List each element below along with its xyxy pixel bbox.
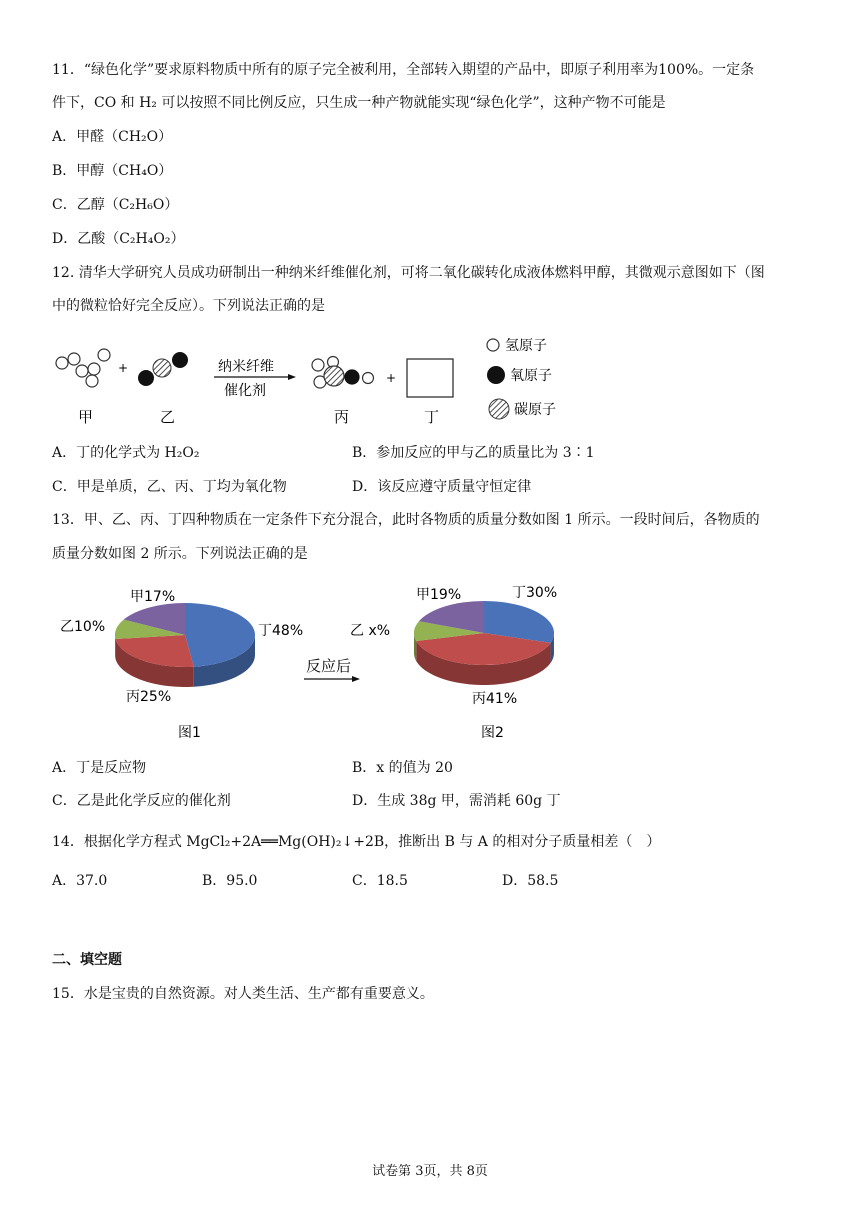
- legend-carbon-label: 碳原子: [514, 402, 556, 418]
- q14-option-b: B．95.0: [202, 873, 258, 889]
- after-arrow-head: [352, 676, 360, 682]
- label-bing: 丙: [334, 408, 350, 426]
- q11-option-d: D．乙酸（C₂H₄O₂）: [52, 231, 185, 247]
- q11-option-c: C．乙醇（C₂H₆O）: [52, 197, 179, 213]
- q12-option-c: C．甲是单质，乙、丙、丁均为氧化物: [52, 479, 287, 495]
- pie2-label-yi: 乙 x%: [350, 623, 391, 639]
- legend-oxygen-label: 氧原子: [510, 368, 552, 384]
- pie-chart-1: [115, 603, 255, 687]
- q13-option-b: B．x 的值为 20: [352, 760, 453, 776]
- pie-chart-2: [414, 601, 554, 685]
- legend-oxygen-icon: [487, 366, 505, 384]
- q13-option-a: A．丁是反应物: [52, 760, 147, 776]
- pie1-label-yi: 乙10%: [60, 619, 106, 635]
- unknown-product-box: [407, 359, 453, 397]
- molecule-group-jia: [56, 349, 110, 387]
- reaction-after-label: 反应后: [306, 657, 352, 675]
- page-footer: 试卷第 3页，共 8页: [372, 1164, 488, 1179]
- q12-stem-line1: 12. 清华大学研究人员成功研制出一种纳米纤维催化剂，可将二氧化碳转化成液体燃料甲醇，其微观示意图如下（图: [52, 265, 765, 281]
- q14-option-a: A．37.0: [52, 873, 108, 889]
- pie2-label-bing: 丙41%: [472, 691, 518, 707]
- q13-option-d: D．生成 38g 甲，需消耗 60g 丁: [352, 793, 561, 809]
- legend-hydrogen-icon: [487, 339, 499, 351]
- label-yi: 乙: [160, 408, 176, 426]
- q12-option-b: B．参加反应的甲与乙的质量比为 3∶1: [352, 445, 595, 461]
- q12-option-a: A．丁的化学式为 H₂O₂: [52, 445, 200, 461]
- q15-stem: 15．水是宝贵的自然资源。对人类生活、生产都有重要意义。: [52, 986, 434, 1002]
- q14-stem: 14．根据化学方程式 MgCl₂+2A══Mg(OH)₂↓+2B，推断出 B 与 A 的相对分子质量相差（ ）: [52, 834, 661, 850]
- pie2-label-jia: 甲19%: [416, 587, 462, 603]
- q14-option-c: C．18.5: [352, 873, 408, 889]
- pie1-label-jia: 甲17%: [130, 589, 176, 605]
- q13-stem-line1: 13．甲、乙、丙、丁四种物质在一定条件下充分混合，此时各物质的质量分数如图 1 所示。一段时间后，各物质的: [52, 512, 760, 528]
- molecule-bing: [312, 357, 374, 389]
- pie1-label-bing: 丙25%: [126, 689, 172, 705]
- reaction-diagram: [0, 325, 860, 435]
- legend-hydrogen-label: 氢原子: [505, 338, 547, 354]
- pie2-title: 图2: [481, 725, 504, 741]
- q12-option-d: D．该反应遵守质量守恒定律: [352, 479, 532, 495]
- pie1-title: 图1: [178, 725, 201, 741]
- arrow-label-top: 纳米纤维: [218, 359, 274, 375]
- reaction-arrow-head: [288, 374, 296, 380]
- arrow-label-bottom: 催化剂: [224, 383, 266, 399]
- legend-carbon-icon: [489, 399, 509, 419]
- pie2-label-ding: 丁30%: [512, 585, 558, 601]
- q11-stem-line1: 11．“绿色化学”要求原料物质中所有的原子完全被利用，全部转入期望的产品中，即原子利用率为100%。一定条: [52, 62, 755, 78]
- molecule-yi: [138, 352, 188, 386]
- section-title: 二、填空题: [52, 952, 122, 968]
- pie-charts: [0, 575, 860, 750]
- q14-option-d: D．58.5: [502, 873, 559, 889]
- q12-stem-line2: 中的微粒恰好完全反应）。下列说法正确的是: [52, 298, 325, 314]
- plus-sign-1: +: [118, 361, 129, 375]
- q11-option-b: B．甲醇（CH₄O）: [52, 163, 173, 179]
- q11-option-a: A．甲醛（CH₂O）: [52, 129, 173, 145]
- plus-sign-2: +: [386, 371, 397, 385]
- label-ding: 丁: [424, 408, 440, 426]
- pie1-label-ding: 丁48%: [258, 623, 304, 639]
- label-jia: 甲: [78, 408, 94, 426]
- q13-option-c: C．乙是此化学反应的催化剂: [52, 793, 231, 809]
- q11-stem-line2: 件下，CO 和 H₂ 可以按照不同比例反应，只生成一种产物就能实现“绿色化学”，这种产物不可能是: [52, 95, 666, 111]
- q13-stem-line2: 质量分数如图 2 所示。下列说法正确的是: [52, 546, 308, 562]
